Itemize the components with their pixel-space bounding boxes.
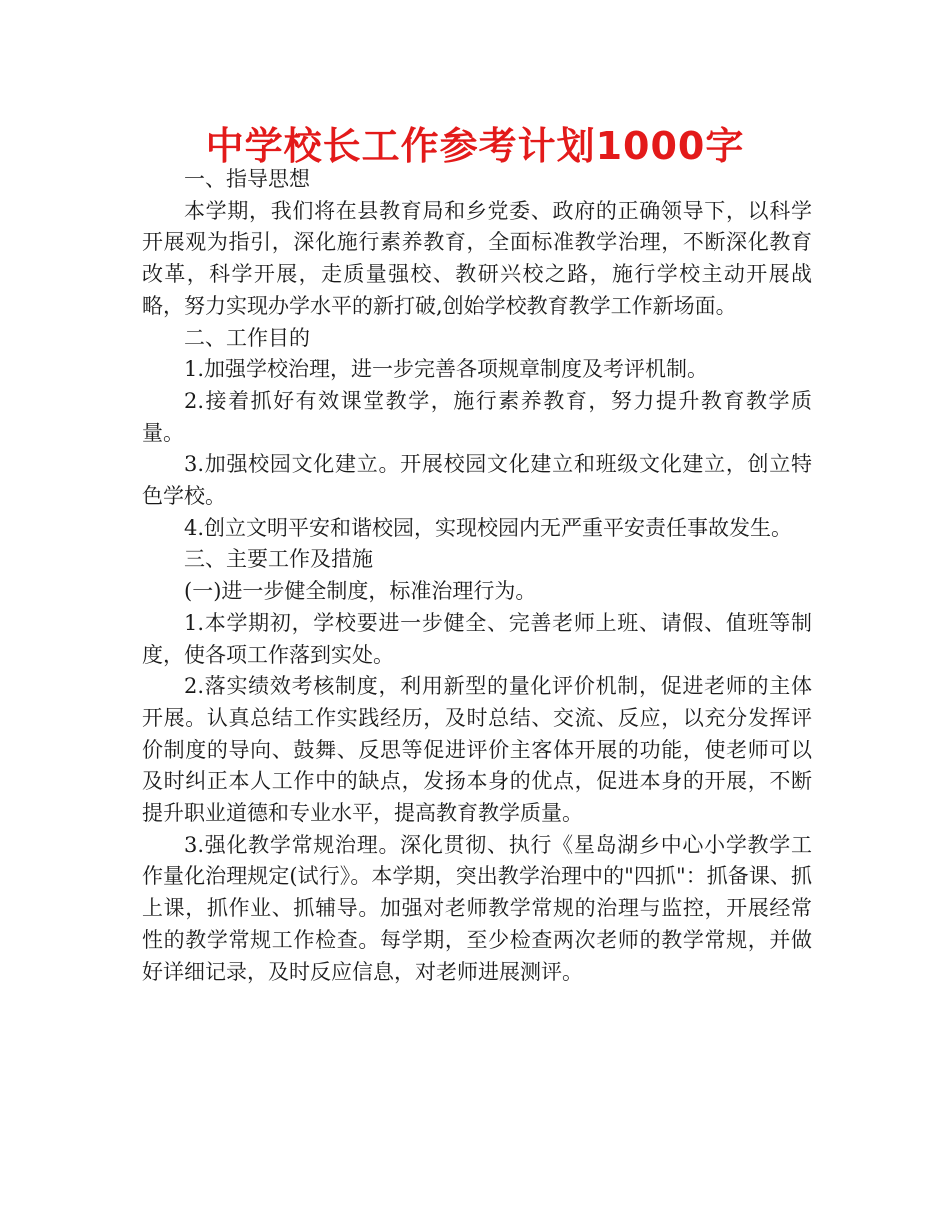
document-title: 中学校长工作参考计划1000字	[205, 124, 745, 168]
paragraph-guiding-ideology: 本学期，我们将在县教育局和乡党委、政府的正确领导下，以科学开展观为指引，深化施行素养教育，全面标准教学治理，不断深化教育改革，科学开展，走质量强校、教研兴校之路，施行学校主动开展战略，努力实现办学水平的新打破,创始学校教育教学工作新场面。	[142, 198, 812, 318]
goal-item-4: 4.创立文明平安和谐校园，实现校园内无严重平安责任事故发生。	[184, 515, 793, 540]
measure-item-3: 3.强化教学常规治理。深化贯彻、执行《星岛湖乡中心小学教学工作量化治理规定(试行》。本学期，突出教学治理中的"四抓"：抓备课、抓上课，抓作业、抓辅导。加强对老师教学常规的治理与监控，开展经常性的教学常规工作检查。每学期，至少检查两次老师的教学常规，并做好详细记录，及时反应信息，对老师进展测评。	[142, 832, 812, 984]
measure-item-1: 1.本学期初，学校要进一步健全、完善老师上班、请假、值班等制度，使各项工作落到实处。	[142, 610, 812, 667]
document-body	[142, 164, 812, 988]
goal-item-3: 3.加强校园文化建立。开展校园文化建立和班级文化建立，创立特色学校。	[142, 452, 812, 509]
heading-main-work: 三、主要工作及措施	[184, 547, 373, 572]
subheading-system: (一)进一步健全制度，标准治理行为。	[184, 579, 537, 604]
goal-item-1: 1.加强学校治理，进一步完善各项规章制度及考评机制。	[184, 357, 709, 382]
heading-guiding-ideology: 一、指导思想	[184, 167, 310, 191]
heading-work-goals: 二、工作目的	[184, 325, 310, 350]
measure-item-2: 2.落实绩效考核制度，利用新型的量化评价机制，促进老师的主体开展。认真总结工作实践经历，及时总结、交流、反应，以充分发挥评价制度的导向、鼓舞、反思等促进评价主客体开展的功能，使老师可以及时纠正本人工作中的缺点，发扬本身的优点，促进本身的开展，不断提升职业道德和专业水平，提高教育教学质量。	[142, 674, 812, 826]
goal-item-2: 2.接着抓好有效课堂教学，施行素养教育，努力提升教育教学质量。	[142, 388, 812, 445]
